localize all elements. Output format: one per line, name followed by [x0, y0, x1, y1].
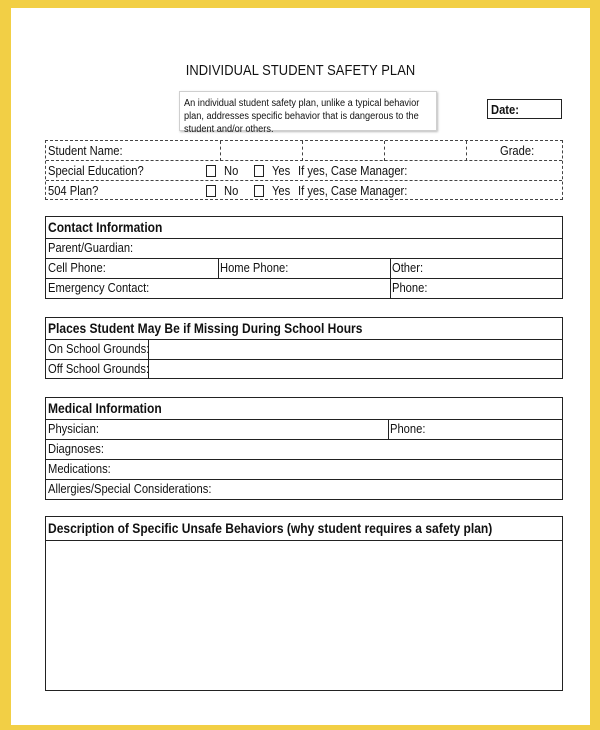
allergies-label: Allergies/Special Considerations:	[48, 481, 212, 496]
plan-504-case-manager-field[interactable]	[298, 183, 425, 199]
missing-heading: Places Student May Be if Missing During School Hours	[48, 320, 363, 336]
plan-504-label: 504 Plan?	[48, 183, 99, 198]
medications-field[interactable]	[48, 461, 121, 477]
plan-504-yes-label: Yes	[272, 183, 291, 198]
parent-guardian-field[interactable]	[48, 240, 147, 256]
medications-label: Medications:	[48, 461, 111, 476]
document-title: INDIVIDUAL STUDENT SAFETY PLAN	[185, 62, 416, 79]
off-school-grounds-input[interactable]	[150, 360, 560, 378]
home-phone-field[interactable]	[220, 260, 300, 276]
student-info-grid	[45, 140, 563, 200]
intro-box	[179, 91, 437, 135]
intro-text: An individual student safety plan, unlike a typical behavior plan, addresses specific behavior that is dangerous to the student and/or others.	[184, 98, 420, 135]
emergency-phone-label: Phone:	[392, 280, 428, 295]
date-label: Date:	[491, 102, 519, 117]
on-school-grounds-input[interactable]	[150, 340, 560, 358]
special-ed-yes-label: Yes	[272, 163, 291, 178]
document-page	[11, 8, 590, 725]
student-name-field[interactable]	[48, 143, 135, 159]
student-name-label: Student Name:	[48, 143, 123, 158]
physician-label: Physician:	[48, 421, 99, 436]
grade-label: Grade:	[500, 143, 535, 158]
diagnoses-field[interactable]	[48, 441, 113, 457]
special-ed-no-checkbox[interactable]	[206, 165, 216, 177]
other-phone-label: Other:	[392, 260, 424, 275]
grade-field[interactable]	[500, 143, 540, 159]
emergency-phone-field[interactable]	[392, 280, 433, 296]
allergies-field[interactable]	[48, 481, 238, 497]
physician-field[interactable]	[48, 421, 107, 437]
special-ed-case-manager-label: If yes, Case Manager:	[298, 163, 408, 178]
contact-heading: Contact Information	[48, 219, 163, 235]
physician-phone-label: Phone:	[390, 421, 426, 436]
missing-locations-section	[45, 317, 563, 379]
cell-phone-label: Cell Phone:	[48, 260, 106, 275]
unsafe-behaviors-section	[45, 516, 563, 691]
plan-504-no-label: No	[224, 183, 239, 198]
parent-guardian-label: Parent/Guardian:	[48, 240, 134, 255]
on-school-grounds-label: On School Grounds:	[48, 341, 150, 356]
special-ed-case-manager-field[interactable]	[298, 163, 425, 179]
plan-504-case-manager-label: If yes, Case Manager:	[298, 183, 408, 198]
date-field[interactable]	[487, 99, 562, 119]
behaviors-heading: Description of Specific Unsafe Behaviors (why student requires a safety plan)	[48, 520, 493, 536]
other-phone-field[interactable]	[392, 260, 428, 276]
special-education-label: Special Education?	[48, 163, 144, 178]
behaviors-description-area[interactable]	[48, 543, 560, 688]
special-ed-no-label: No	[224, 163, 239, 178]
home-phone-label: Home Phone:	[220, 260, 289, 275]
cell-phone-field[interactable]	[48, 260, 115, 276]
diagnoses-label: Diagnoses:	[48, 441, 104, 456]
emergency-contact-field[interactable]	[48, 280, 166, 296]
emergency-contact-label: Emergency Contact:	[48, 280, 150, 295]
contact-information-section	[45, 216, 563, 299]
medical-information-section	[45, 397, 563, 500]
off-school-grounds-label: Off School Grounds:	[48, 361, 150, 376]
plan-504-yes-checkbox[interactable]	[254, 185, 264, 197]
special-ed-yes-checkbox[interactable]	[254, 165, 264, 177]
medical-heading: Medical Information	[48, 400, 162, 416]
physician-phone-field[interactable]	[390, 421, 431, 437]
plan-504-no-checkbox[interactable]	[206, 185, 216, 197]
